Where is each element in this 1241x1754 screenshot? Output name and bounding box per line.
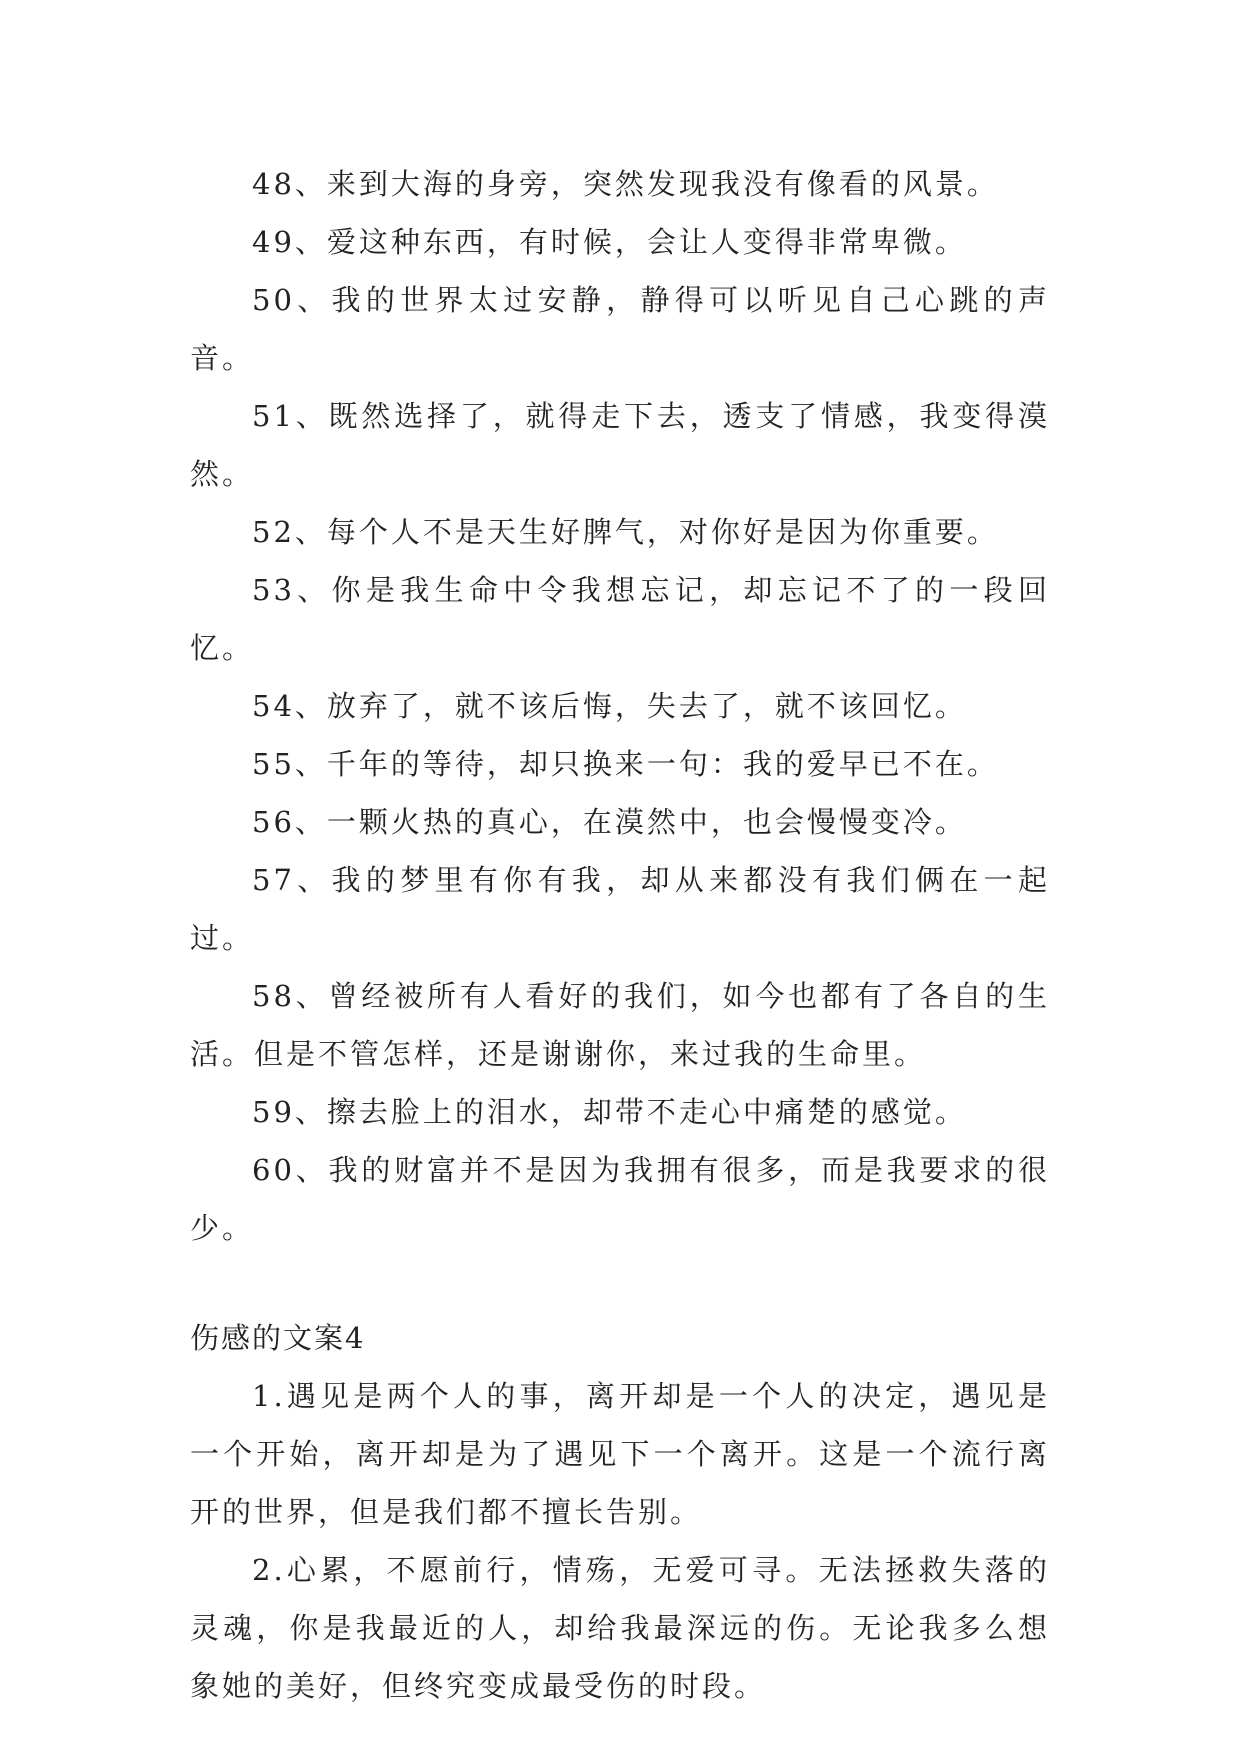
list-item: 48、来到大海的身旁，突然发现我没有像看的风景。 <box>252 167 999 201</box>
list-item: 59、擦去脸上的泪水，却带不走心中痛楚的感觉。 <box>252 1095 967 1129</box>
list-item: 52、每个人不是天生好脾气，对你好是因为你重要。 <box>252 515 999 549</box>
list-item: 1.遇见是两个人的事，离开却是一个人的决定，遇见是一个开始，离开却是为了遇见下一个离开。这是一个流行离开的世界，但是我们都不擅长告别。 <box>190 1379 1050 1529</box>
list-item: 49、爱这种东西，有时候，会让人变得非常卑微。 <box>252 225 967 259</box>
list-item: 55、千年的等待，却只换来一句：我的爱早已不在。 <box>252 747 999 781</box>
document-body <box>190 155 1050 1715</box>
list-item: 56、一颗火热的真心，在漠然中，也会慢慢变冷。 <box>252 805 967 839</box>
list-item: 58、曾经被所有人看好的我们，如今也都有了各自的生活。但是不管怎样，还是谢谢你，来过我的生命里。 <box>190 979 1050 1071</box>
section-heading: 伤感的文案4 <box>190 1321 366 1355</box>
list-item: 54、放弃了，就不该后悔，失去了，就不该回忆。 <box>252 689 967 723</box>
list-item: 2.心累，不愿前行，情殇，无爱可寻。无法拯救失落的灵魂，你是我最近的人，却给我最深远的伤。无论我多么想象她的美好，但终究变成最受伤的时段。 <box>190 1553 1050 1703</box>
list-item: 57、我的梦里有你有我，却从来都没有我们俩在一起过。 <box>190 863 1050 955</box>
list-item: 50、我的世界太过安静，静得可以听见自己心跳的声音。 <box>190 283 1050 375</box>
list-item: 51、既然选择了，就得走下去，透支了情感，我变得漠然。 <box>190 399 1050 491</box>
list-item: 60、我的财富并不是因为我拥有很多，而是我要求的很少。 <box>190 1153 1050 1245</box>
list-item: 53、你是我生命中令我想忘记，却忘记不了的一段回忆。 <box>190 573 1050 665</box>
